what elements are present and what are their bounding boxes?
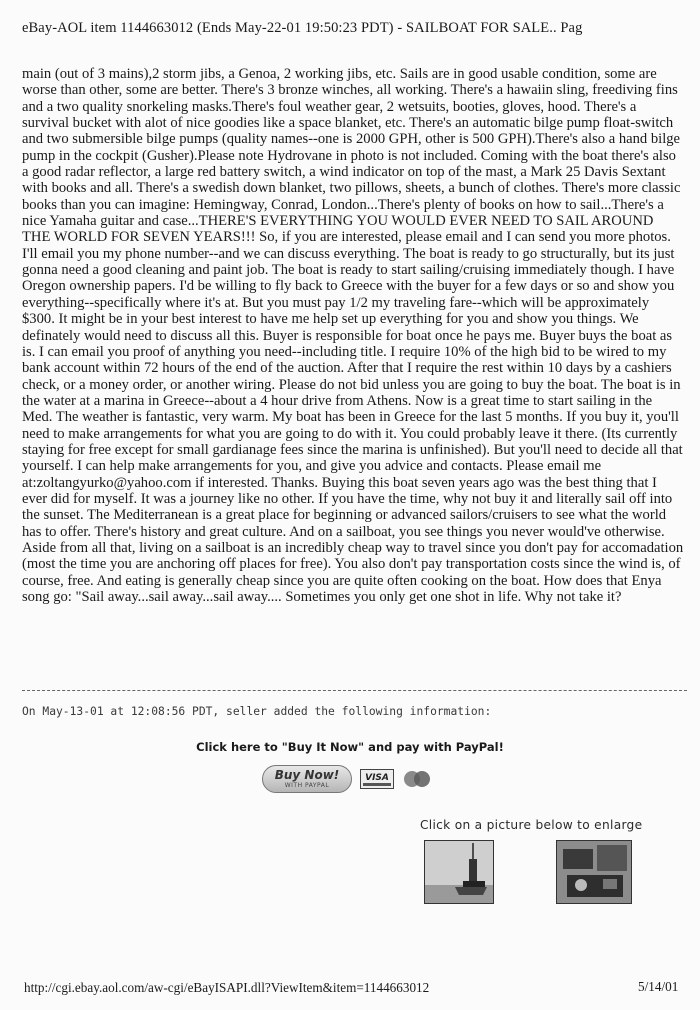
sailboat-photo-2 [557, 841, 632, 904]
visa-label: VISA [365, 772, 389, 783]
mastercard-icon [402, 769, 432, 789]
gallery-caption: Click on a picture below to enlarge [420, 818, 643, 832]
payment-buttons [262, 764, 432, 794]
photo-thumbnail-2[interactable] [556, 840, 632, 904]
page-header-title: eBay-AOL item 1144663012 (Ends May-22-01 19:50:23 PDT) - SAILBOAT FOR SALE.. Pag [22, 20, 583, 36]
footer-print-date: 5/14/01 [638, 979, 679, 994]
seller-added-info: On May-13-01 at 12:08:56 PDT, seller added the following information: [22, 705, 492, 718]
sailboat-photo-1 [425, 841, 494, 904]
footer-page-url: http://cgi.ebay.aol.com/aw-cgi/eBayISAPI.dll?ViewItem&item=1144663012 [24, 980, 430, 995]
buy-now-button[interactable] [262, 765, 352, 793]
paypal-buy-it-now-link[interactable]: Click here to "Buy It Now" and pay with PayPal! [196, 740, 504, 754]
buy-now-label: Buy Now! [274, 768, 340, 782]
photo-thumbnail-1[interactable] [424, 840, 494, 904]
section-divider [22, 690, 687, 691]
visa-card-icon [360, 769, 394, 789]
item-description: main (out of 3 mains),2 storm jibs, a Genoa, 2 working jibs, etc. Sails are in good usable condition, some are worse than other, some are better. There's 3 bronze winches, all working. There's a hawaiin sling, freediving fins and a two quality snorkeling masks.There's foul weather gear, 2 wetsuits, booties, gloves, hood. There's a survival bucket with alot of nice goodies like a space blanket, etc. There's an automatic bilge pump float-switch and two submersible bilge pumps (quality names--one is 2000 GPH, other is 500 GPH).There's also a hand bilge pump in the cockpit (Gusher).Please note Hydrovane in photo is not included. Coming with the boat there's also a good radar reflector, a large red battery switch, a wind indicator on top of the mast, a Mark 25 Davis Sextant with books and all. There's a swedish down blanket, two pillows, sheets, a bunch of clothes. There's more classic books than you can imagine: Hemingway, Conrad, London...There's plenty of books on how to sail...There's a nice Yamaha guitar and case...THERE'S EVERYTHING YOU WOULD EVER NEED TO SAIL AROUND THE WORLD FOR SEVEN YEARS!!! So, if you are interested, please email and I can send you more photos. I'll email you my phone number--and we can discuss everything. The boat is ready to go structurally, but its just gonna need a good cleaning and paint job. The boat is ready to start sailing/cruising immediately though. I have Oregon ownership papers. I'd be willing to fly back to Greece with the buyer for a few days or so and show you everything--specifically where it's at. But you must pay 1/2 my traveling fare--which will be approximately $300. It might be in your best interest to have me help set up everything for you and show you things. We definately would need to discuss all this. Buyer is responsible for boat once he pays me. Buyer buys the boat as is. I can email you proof of anything you need--including title. I require 10% of the high bid to be wired to my bank account within 72 hours of the end of the auction. After that I require the rest within 10 days by a cashiers check, or a money order, or another wiring. Please do not bid unless you are going to buy the boat. The boat is in the water at a marina in Greece--about a 4 hour drive from Athens. Now is a great time to start sailing in the Med. The weather is fantastic, very warm. My boat has been in Greece for the last 5 months. If you buy it, you'll need to make arrangements for what you are going to do with it. You could probably leave it there. (Its currently staying for free except for small gardianage fees since the marina is unfinished). But you'll need to decide all that yourself. I can help make arrangements for you, and give you advice and contacts. Please email me at:zoltangyurko@yahoo.com if interested. Thanks. Buying this boat seven years ago was the best thing that I ever did for myself. It was a journey like no other. If you have the time, why not buy it and literally sail off into the sunset. The Mediterranean is a great place for beginning or advanced sailors/cruisers to see what the world has to offer. There's history and great culture. And on a sailboat, you see things you never would've otherwise. Aside from all that, living on a sailboat is an incredibly cheap way to travel since you don't pay for accomadation (most the time you are anchoring off places for free). You also don't pay transportation costs since the wind is, of course, free. And eating is generally cheap since you are quite often cooking on the boat. How does that Enya song go: "Sail away...sail away...sail away.... Sometimes you only get one shot in life. Why not take it? [22, 66, 684, 605]
buy-now-sublabel: WITH PAYPAL [284, 782, 330, 789]
